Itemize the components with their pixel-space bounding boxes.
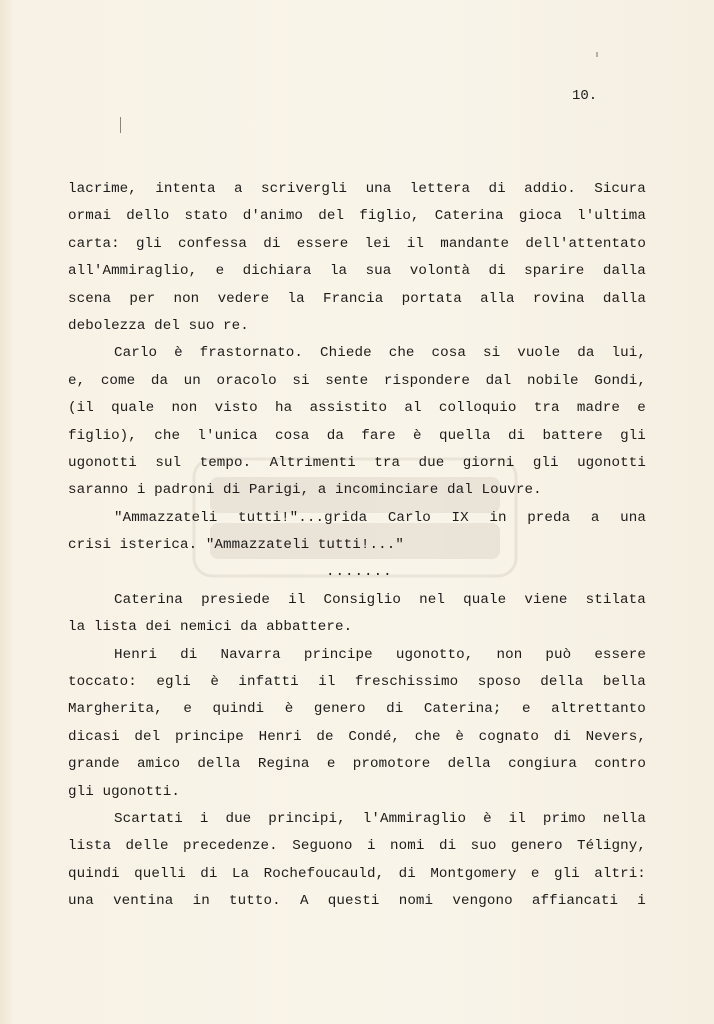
- word: sparire: [524, 263, 585, 280]
- word: mandante: [440, 235, 510, 252]
- word: affiancati: [531, 893, 619, 910]
- text-line: [68, 368, 646, 395]
- word: sua: [365, 263, 392, 280]
- word: scrivergli: [261, 181, 348, 197]
- word: sente: [325, 372, 369, 389]
- word: IX: [451, 509, 469, 526]
- word: da: [326, 427, 344, 444]
- word: suo: [470, 838, 497, 855]
- word: cognato: [478, 728, 539, 745]
- word: figlio,: [359, 208, 420, 225]
- word: della: [197, 756, 241, 773]
- word: altrettanto: [551, 701, 646, 718]
- word: l'unica: [197, 427, 258, 444]
- text-line: [68, 450, 646, 477]
- word: i: [366, 838, 376, 855]
- word: Sicura: [594, 181, 646, 197]
- word: stato: [184, 208, 228, 225]
- word: cosa: [274, 427, 310, 444]
- word: Condé,: [348, 728, 401, 745]
- word: di: [488, 263, 506, 280]
- text-line: [68, 203, 646, 230]
- word: principi,: [268, 810, 346, 827]
- word: Henri: [258, 728, 302, 745]
- text-line-last: saranno i padroni di Parigi, a incominciare dal Louvre.: [68, 482, 542, 499]
- word: grande: [68, 756, 120, 773]
- word: quindi: [212, 701, 265, 718]
- word: quale: [463, 591, 507, 608]
- word: egli: [156, 674, 191, 691]
- word: il: [288, 591, 306, 608]
- word: nomi: [390, 838, 425, 855]
- text-line: [68, 642, 646, 669]
- word: Montgomery: [430, 865, 517, 882]
- text-line: [68, 395, 646, 422]
- word: presiede: [201, 591, 270, 608]
- word: quella: [438, 427, 491, 444]
- word: Chiede: [320, 345, 372, 362]
- text-line: [68, 286, 646, 313]
- word: vengono: [452, 893, 513, 910]
- word: Rochefoucauld,: [263, 865, 385, 882]
- word: dicasi: [68, 728, 120, 745]
- word: madre: [576, 400, 620, 417]
- word: giorni: [462, 454, 515, 471]
- word: tempo.: [199, 454, 252, 471]
- word: quale: [111, 400, 155, 417]
- word: di: [386, 701, 404, 718]
- word: principe: [174, 728, 244, 745]
- word: in: [192, 893, 210, 910]
- word: tra: [374, 454, 401, 471]
- word: Margherita,: [68, 701, 163, 718]
- word: del: [134, 728, 161, 745]
- margin-tick-mark: [120, 117, 121, 133]
- word: (il: [68, 400, 94, 417]
- word: la: [329, 263, 348, 280]
- word: gioca: [518, 208, 562, 225]
- word: che: [388, 345, 415, 362]
- word: di: [438, 838, 457, 855]
- word: lui,: [611, 345, 646, 362]
- page-speck: [596, 52, 598, 57]
- word: e: [521, 701, 531, 718]
- word: scena: [68, 290, 112, 307]
- word: lei: [364, 235, 391, 252]
- word: promotore: [352, 756, 431, 773]
- text-line-last: la lista dei nemici da abbattere.: [68, 619, 353, 636]
- word: di: [398, 865, 416, 882]
- word: Scartati: [114, 810, 183, 827]
- text-line: [68, 258, 646, 285]
- word: d'animo: [242, 208, 304, 225]
- word: figlio),: [68, 427, 137, 444]
- word: lista: [68, 838, 112, 855]
- word: di: [553, 728, 571, 745]
- text-line: [68, 806, 646, 833]
- word: essere: [594, 646, 646, 663]
- word: dell'attentato: [525, 235, 646, 252]
- word: al: [404, 400, 422, 417]
- word: infatti: [238, 674, 299, 691]
- word: della: [540, 674, 584, 691]
- word: preda: [527, 509, 571, 526]
- word: dalla: [602, 290, 646, 307]
- word: di: [488, 181, 506, 197]
- text-line: [68, 696, 646, 723]
- word: è: [210, 674, 219, 691]
- text-line: [68, 340, 646, 367]
- word: essere: [296, 235, 349, 252]
- word: il: [406, 235, 424, 252]
- word: gli: [532, 454, 559, 471]
- word: A: [299, 893, 309, 910]
- word: colloquio: [438, 400, 517, 417]
- word: Francia: [323, 290, 384, 307]
- word: dalla: [602, 263, 646, 280]
- word: intenta: [155, 181, 216, 197]
- word: nomi: [398, 893, 434, 910]
- word: non: [496, 646, 523, 663]
- word: dal: [485, 372, 512, 389]
- word: sposo: [477, 674, 521, 691]
- word: Carlo: [387, 509, 431, 526]
- word: e,: [68, 372, 86, 389]
- word: una: [620, 509, 646, 526]
- word: quindi: [68, 865, 120, 882]
- word: tra: [533, 400, 560, 417]
- word: ugonotti: [577, 454, 646, 471]
- text-line-last: crisi isterica. "Ammazzateli tutti!...": [68, 537, 404, 554]
- word: rispondere: [383, 372, 470, 389]
- word: ormai: [68, 208, 112, 225]
- word: Navarra: [220, 646, 281, 663]
- word: è: [174, 345, 183, 362]
- text-line: [68, 669, 646, 696]
- word: la: [287, 290, 305, 307]
- word: il: [318, 674, 336, 691]
- word: genero: [313, 701, 366, 718]
- text-line: [68, 587, 646, 614]
- word: all'Ammiraglio,: [68, 263, 198, 280]
- word: toccato:: [68, 674, 137, 691]
- word: La: [231, 865, 250, 882]
- word: assistito: [309, 400, 388, 417]
- word: cosa: [431, 345, 466, 362]
- word: e: [215, 263, 225, 280]
- word: si: [482, 345, 501, 362]
- text-line-last: gli ugonotti.: [68, 783, 180, 800]
- word: lacrime,: [68, 181, 137, 197]
- word: dello: [126, 208, 170, 225]
- text-line: [68, 833, 646, 860]
- word: lettera: [409, 181, 471, 197]
- word: freschissimo: [354, 674, 459, 691]
- word: addio.: [524, 181, 576, 197]
- word: Altrimenti: [269, 454, 356, 471]
- word: fare: [361, 427, 396, 444]
- word: questi: [327, 893, 380, 910]
- word: Carlo: [114, 345, 158, 362]
- word: oracolo: [216, 372, 277, 389]
- word: l'Ammiraglio: [362, 810, 467, 827]
- word: è: [483, 810, 492, 827]
- word: l'ultima: [577, 208, 646, 225]
- word: i: [637, 893, 646, 910]
- word: viene: [524, 591, 568, 608]
- word: Caterina: [114, 591, 183, 608]
- word: Téligny,: [577, 838, 646, 855]
- word: delle: [125, 838, 169, 855]
- text-line: [68, 176, 646, 203]
- word: tutto.: [229, 893, 281, 910]
- word: primo: [542, 810, 586, 827]
- word: confessa: [178, 235, 247, 252]
- word: di: [263, 235, 281, 252]
- word: precedenze.: [183, 838, 278, 855]
- word: volontà: [409, 263, 471, 280]
- word: può: [545, 646, 572, 663]
- text-line: [68, 888, 646, 915]
- word: vuole: [517, 345, 561, 362]
- word: una: [365, 181, 392, 197]
- word: Henri: [114, 646, 158, 663]
- word: e: [637, 400, 646, 417]
- body-text: [68, 176, 646, 916]
- word: a: [590, 509, 600, 526]
- word: nella: [602, 810, 646, 827]
- word: amico: [137, 756, 181, 773]
- word: quelli: [134, 865, 186, 882]
- word: di: [200, 865, 218, 882]
- word: da: [577, 345, 595, 362]
- word: è: [284, 701, 294, 718]
- word: battere: [542, 427, 603, 444]
- word: ha: [275, 400, 293, 417]
- word: di: [180, 646, 198, 663]
- word: della: [447, 756, 491, 773]
- word: alla: [480, 290, 515, 307]
- word: i: [199, 810, 209, 827]
- text-line: [68, 751, 646, 778]
- word: a: [234, 181, 243, 197]
- text-line: [68, 861, 646, 888]
- word: che: [414, 728, 441, 745]
- word: portata: [401, 290, 462, 307]
- word: il: [508, 810, 526, 827]
- section-separator: .......: [326, 564, 393, 581]
- word: di: [507, 427, 526, 444]
- word: stilata: [585, 591, 646, 608]
- word: gli: [553, 865, 580, 882]
- word: e: [183, 701, 192, 718]
- word: e: [530, 865, 540, 882]
- text-line: [68, 724, 646, 751]
- word: un: [183, 372, 201, 389]
- word: non: [171, 400, 198, 417]
- word: del: [318, 208, 345, 225]
- word: Regina: [257, 756, 310, 773]
- word: Gondi,: [594, 372, 646, 389]
- word: altri:: [594, 865, 646, 882]
- word: si: [292, 372, 310, 389]
- word: gli: [135, 235, 162, 252]
- word: ugonotti: [68, 454, 137, 471]
- word: per: [129, 290, 156, 307]
- word: congiura: [508, 756, 577, 773]
- word: carta:: [68, 235, 120, 252]
- word: nel: [419, 591, 446, 608]
- word: principe: [303, 646, 373, 663]
- word: tutti!"...grida: [237, 509, 368, 526]
- word: vedere: [217, 290, 270, 307]
- word: dichiara: [242, 263, 312, 280]
- text-line-last: debolezza del suo re.: [68, 317, 249, 334]
- word: come: [100, 372, 136, 389]
- word: Nevers,: [585, 728, 646, 745]
- word: è: [455, 728, 464, 745]
- word: Consiglio: [323, 591, 402, 608]
- word: genero: [510, 838, 563, 855]
- text-line: [68, 231, 646, 258]
- word: in: [489, 509, 507, 526]
- word: non: [173, 290, 200, 307]
- word: due: [418, 454, 445, 471]
- word: una: [68, 893, 94, 910]
- word: ventina: [113, 893, 174, 910]
- word: frastornato.: [199, 345, 304, 362]
- word: e: [326, 756, 336, 773]
- word: gli: [620, 427, 646, 444]
- word: contro: [594, 756, 646, 773]
- word: Caterina;: [423, 701, 502, 718]
- word: sul: [155, 454, 182, 471]
- word: che: [154, 427, 181, 444]
- word: bella: [602, 674, 646, 691]
- word: "Ammazzateli: [114, 509, 218, 526]
- page-number: 10.: [572, 88, 598, 104]
- text-line: [68, 423, 646, 450]
- word: nobile: [526, 372, 579, 389]
- word: Seguono: [292, 838, 353, 855]
- word: rovina: [532, 290, 585, 307]
- word: de: [316, 728, 334, 745]
- text-line: [68, 505, 646, 532]
- word: è: [413, 427, 422, 444]
- word: visto: [214, 400, 258, 417]
- word: ugonotto,: [395, 646, 474, 663]
- word: due: [225, 810, 252, 827]
- word: Caterina: [434, 208, 504, 225]
- word: da: [150, 372, 169, 389]
